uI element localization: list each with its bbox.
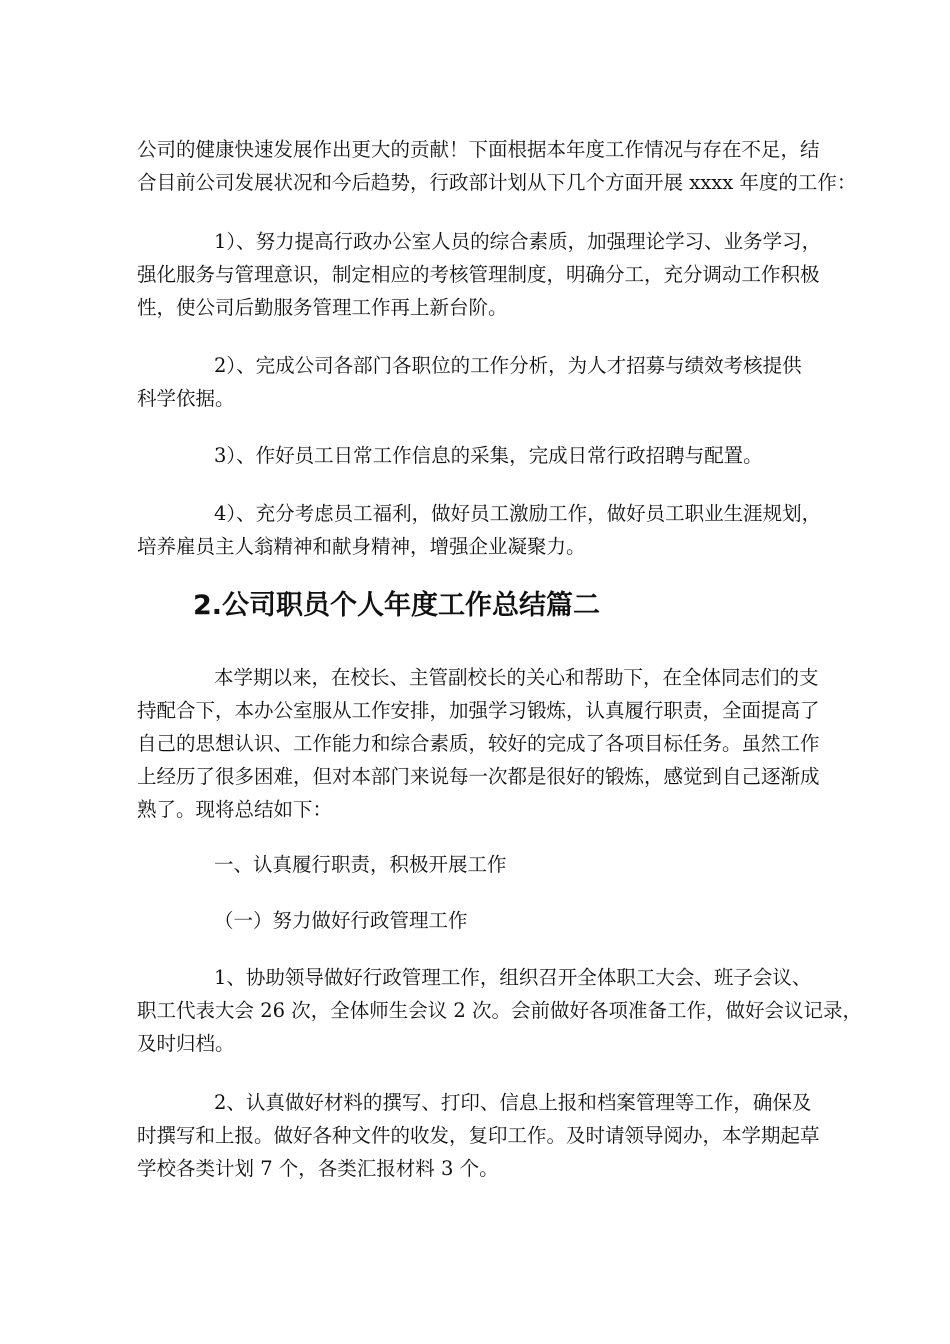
text-line: 3）、作好员工日常工作信息的采集，完成日常行政招聘与配置。 [214, 444, 763, 467]
text-line: 及时归档。 [137, 1032, 235, 1055]
text-line: 一、认真履行职责，积极开展工作 [214, 853, 507, 876]
summary-paragraph [137, 661, 827, 826]
text-line: 2、认真做好材料的撰写、打印、信息上报和档案管理等工作，确保及 [214, 1091, 812, 1114]
point-2 [137, 1086, 827, 1185]
subheading-1-1 [137, 904, 827, 937]
text-line: 合目前公司发展状况和今后趋势，行政部计划从下几个方面开展 xxxx 年度的工作： [137, 171, 857, 194]
text-line: 上经历了很多困难，但对本部门来说每一次都是很好的锻炼，感觉到自己逐渐成 [137, 765, 820, 788]
text-line: 自己的思想认识、工作能力和综合素质，较好的完成了各项目标任务。虽然工作 [137, 732, 820, 755]
point-1 [137, 961, 863, 1060]
text-line: 培养雇员主人翁精神和献身精神，增强企业凝聚力。 [137, 535, 586, 558]
text-line: 2）、完成公司各部门各职位的工作分析，为人才招募与绩效考核提供 [214, 354, 802, 377]
plan-item-2 [137, 349, 827, 415]
text-line: 时撰写和上报。做好各种文件的收发，复印工作。及时请领导阅办，本学期起草 [137, 1124, 820, 1147]
text-line: 强化服务与管理意识，制定相应的考核管理制度，明确分工，充分调动工作积极 [137, 263, 820, 286]
plan-item-4 [137, 497, 827, 563]
intro-paragraph [137, 133, 857, 199]
text-line: 4）、充分考虑员工福利，做好员工激励工作，做好员工职业生涯规划， [214, 502, 822, 525]
plan-item-1 [137, 225, 827, 324]
text-line: 公司的健康快速发展作出更大的贡献！下面根据本年度工作情况与存在不足，结 [137, 138, 820, 161]
text-line: 学校各类计划 7 个，各类汇报材料 3 个。 [137, 1157, 499, 1180]
text-line: 科学依据。 [137, 387, 235, 410]
subheading-1 [137, 848, 827, 881]
plan-item-3 [137, 439, 827, 472]
text-line: 职工代表大会 26 次，全体师生会议 2 次。会前做好各项准备工作，做好会议记录， [137, 999, 863, 1022]
section-heading: 2.公司职员个人年度工作总结篇二 [193, 590, 601, 621]
text-line: 1、协助领导做好行政管理工作，组织召开全体职工大会、班子会议、 [214, 966, 812, 989]
text-line: （一）努力做好行政管理工作 [214, 909, 468, 932]
text-line: 1）、努力提高行政办公室人员的综合素质，加强理论学习、业务学习， [214, 230, 822, 253]
text-line: 持配合下，本办公室服从工作安排，加强学习锻炼，认真履行职责，全面提高了 [137, 699, 820, 722]
text-line: 本学期以来，在校长、主管副校长的关心和帮助下，在全体同志们的支 [214, 666, 819, 689]
text-line: 熟了。现将总结如下： [137, 798, 333, 821]
text-line: 性，使公司后勤服务管理工作再上新台阶。 [137, 296, 508, 319]
